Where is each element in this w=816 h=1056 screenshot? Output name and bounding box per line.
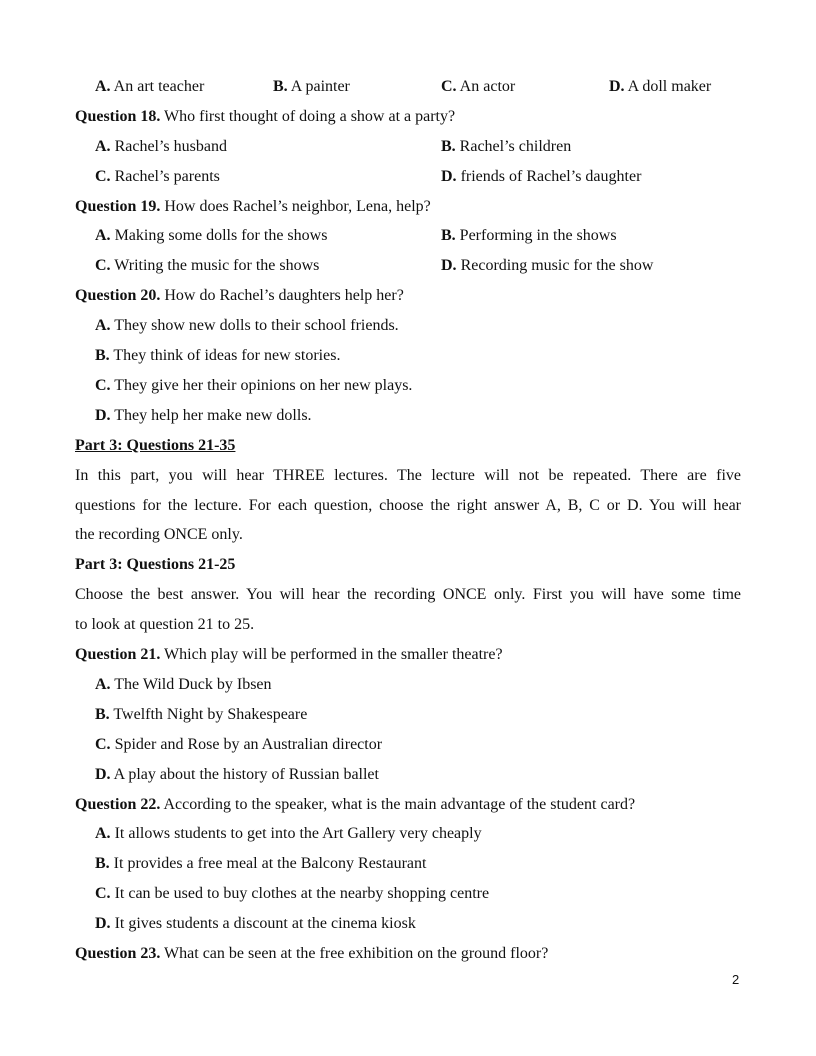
q21-option-d: D. A play about the history of Russian ballet (95, 766, 379, 783)
q20-option-c: C. They give her their opinions on her new plays. (95, 377, 413, 394)
part3b-heading: Part 3: Questions 21-25 (75, 556, 236, 573)
question-19: Question 19. How does Rachel’s neighbor, Lena, help? (75, 198, 431, 215)
q20-option-a: A. They show new dolls to their school friends. (95, 317, 399, 334)
question-21: Question 21. Which play will be performed in the smaller theatre? (75, 646, 503, 663)
q18-option-c: C. Rachel’s parents (95, 168, 220, 185)
page-number: 2 (732, 972, 740, 987)
question-23: Question 23. What can be seen at the free exhibition on the ground floor? (75, 945, 549, 962)
part3b-intro-line-2: to look at question 21 to 25. (75, 616, 255, 633)
q17-option-a: A. An art teacher (95, 78, 205, 95)
q22-option-d: D. It gives students a discount at the cinema kiosk (95, 915, 416, 932)
q19-option-a: A. Making some dolls for the shows (95, 227, 328, 244)
part3-heading: Part 3: Questions 21-35 (75, 437, 236, 454)
q19-option-c: C. Writing the music for the shows (95, 257, 320, 274)
part3b-intro-line-1: Choose the best answer. You will hear the recording ONCE only. First you will have some time (75, 586, 741, 603)
q18-option-a: A. Rachel’s husband (95, 138, 227, 155)
q22-option-b: B. It provides a free meal at the Balcony Restaurant (95, 855, 427, 872)
question-18: Question 18. Who first thought of doing a show at a party? (75, 108, 456, 125)
part3-intro-line-2: questions for the lecture. For each question, choose the right answer A, B, C or D. You will hear (75, 497, 741, 514)
q21-option-c: C. Spider and Rose by an Australian director (95, 736, 383, 753)
part3-intro-line-1: In this part, you will hear THREE lectures. The lecture will not be repeated. There are five (75, 467, 741, 484)
q22-option-a: A. It allows students to get into the Art Gallery very cheaply (95, 825, 482, 842)
q19-option-b: B. Performing in the shows (441, 227, 617, 244)
q19-option-d: D. Recording music for the show (441, 257, 654, 274)
q17-option-c: C. An actor (441, 78, 516, 95)
q20-option-b: B. They think of ideas for new stories. (95, 347, 341, 364)
q17-option-d: D. A doll maker (609, 78, 712, 95)
question-20: Question 20. How do Rachel’s daughters help her? (75, 287, 404, 304)
q17-option-b: B. A painter (273, 78, 350, 95)
q18-option-d: D. friends of Rachel’s daughter (441, 168, 642, 185)
q21-option-b: B. Twelfth Night by Shakespeare (95, 706, 308, 723)
q18-option-b: B. Rachel’s children (441, 138, 572, 155)
q20-option-d: D. They help her make new dolls. (95, 407, 312, 424)
part3-intro-line-3: the recording ONCE only. (75, 526, 243, 543)
q22-option-c: C. It can be used to buy clothes at the nearby shopping centre (95, 885, 490, 902)
question-22: Question 22. According to the speaker, what is the main advantage of the student card? (75, 796, 636, 813)
q21-option-a: A. The Wild Duck by Ibsen (95, 676, 272, 693)
